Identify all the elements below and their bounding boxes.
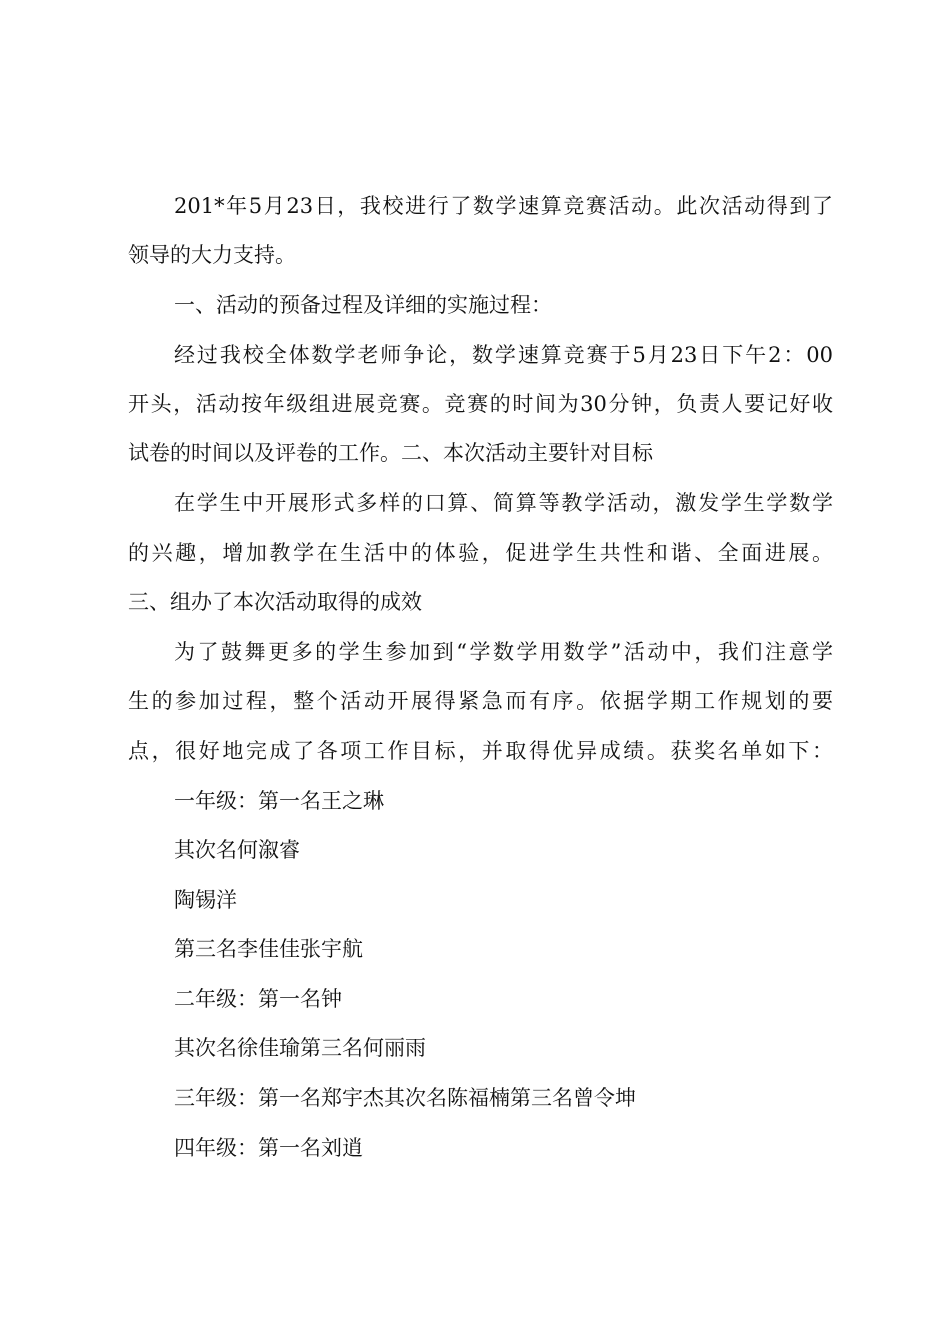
paragraph-line-4: 经过我校全体数学老师争论，数学速算竞赛于5月23日下午2：00 bbox=[174, 343, 833, 367]
award-line-grade-2: 二年级：第一名钟 bbox=[174, 987, 342, 1011]
paragraph-line-8: 的兴趣，增加教学在生活中的体验，促进学生共性和谐、全面进展。 bbox=[128, 541, 833, 565]
paragraph-line-11: 生的参加过程，整个活动开展得紧急而有序。依据学期工作规划的要 bbox=[128, 689, 833, 713]
paragraph-line-2: 领导的大力支持。 bbox=[128, 243, 296, 267]
award-line-grade-1: 一年级：第一名王之琳 bbox=[174, 789, 384, 813]
section-heading-3: 三、组办了本次活动取得的成效 bbox=[128, 590, 422, 614]
paragraph-line-1: 201*年5月23日，我校进行了数学速算竞赛活动。此次活动得到了 bbox=[174, 194, 833, 218]
award-line-grade-1-third: 第三名李佳佳张宇航 bbox=[174, 937, 363, 961]
paragraph-line-12: 点，很好地完成了各项工作目标，并取得优异成绩。获奖名单如下： bbox=[128, 739, 833, 763]
award-line-grade-1-second: 其次名何溆睿 bbox=[174, 838, 300, 862]
paragraph-line-6: 试卷的时间以及评卷的工作。二、本次活动主要针对目标 bbox=[128, 441, 653, 465]
award-line-grade-4: 四年级：第一名刘逍 bbox=[174, 1136, 363, 1160]
paragraph-line-7: 在学生中开展形式多样的口算、简算等教学活动，激发学生学数学 bbox=[174, 491, 833, 515]
paragraph-line-10: 为了鼓舞更多的学生参加到“学数学用数学”活动中，我们注意学 bbox=[174, 640, 833, 664]
paragraph-line-5: 开头，活动按年级组进展竞赛。竞赛的时间为30分钟，负责人要记好收 bbox=[128, 392, 833, 416]
award-line-grade-1-second-b: 陶锡洋 bbox=[174, 888, 237, 912]
award-line-grade-2-others: 其次名徐佳瑜第三名何丽雨 bbox=[174, 1036, 426, 1060]
award-line-grade-3: 三年级：第一名郑宇杰其次名陈福楠第三名曾令坤 bbox=[174, 1086, 636, 1110]
section-heading-1: 一、活动的预备过程及详细的实施过程： bbox=[174, 293, 552, 317]
